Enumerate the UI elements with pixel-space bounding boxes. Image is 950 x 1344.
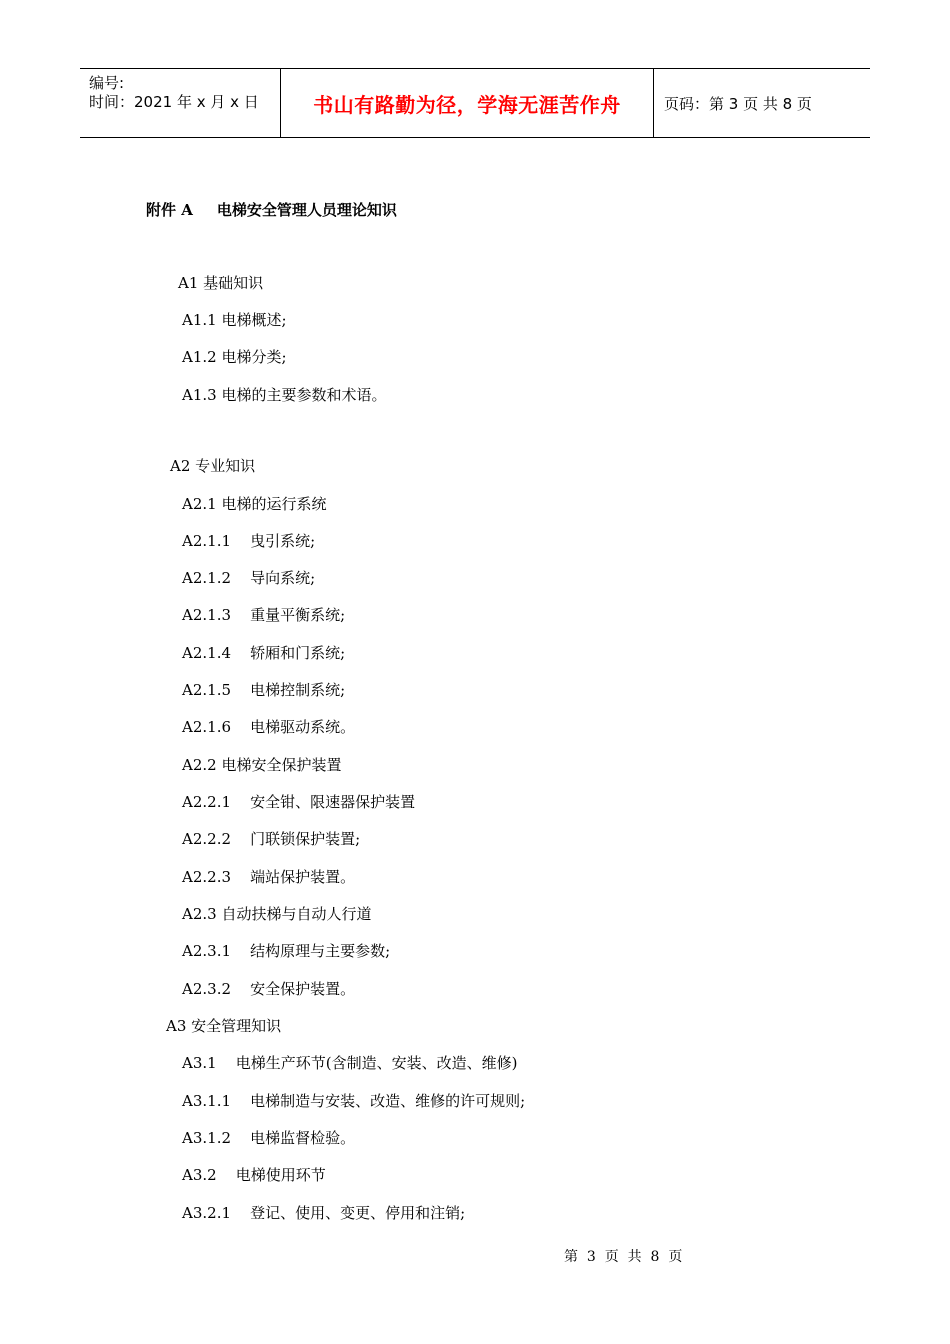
section-heading: A1 基础知识: [178, 274, 264, 292]
list-item: A3.2.1 登记、使用、变更、停用和注销;: [182, 1204, 466, 1222]
list-item: A1.1 电梯概述;: [182, 311, 287, 329]
list-item: A3.1.2 电梯监督检验。: [182, 1129, 356, 1147]
appendix-heading: 电梯安全管理人员理论知识: [216, 201, 397, 219]
list-item: A2.3.1 结构原理与主要参数;: [182, 942, 391, 960]
list-item: A3.1.1 电梯制造与安装、改造、维修的许可规则;: [182, 1092, 526, 1110]
list-item: A3.1 电梯生产环节(含制造、安装、改造、维修): [182, 1054, 518, 1072]
list-item: A2.2.1 安全钳、限速器保护装置: [182, 793, 416, 811]
appendix-label: 附件 A: [146, 201, 193, 219]
page-header: [80, 68, 870, 138]
header-page-info: 页码：第 3 页 共 8 页: [664, 94, 812, 113]
list-item: A2.1.5 电梯控制系统;: [182, 681, 346, 699]
appendix-title: [146, 199, 397, 220]
list-item: A1.3 电梯的主要参数和术语。: [182, 386, 387, 404]
list-item: A2.1.6 电梯驱动系统。: [182, 718, 356, 736]
list-item: A2.2 电梯安全保护装置: [182, 756, 342, 774]
list-item: A2.1.2 导向系统;: [182, 569, 316, 587]
list-item: A2.2.2 门联锁保护装置;: [182, 830, 361, 848]
list-item: A1.2 电梯分类;: [182, 348, 287, 366]
list-item: A2.3.2 安全保护装置。: [182, 980, 356, 998]
list-item: A2.1.3 重量平衡系统;: [182, 606, 346, 624]
list-item: A2.1.4 轿厢和门系统;: [182, 644, 346, 662]
section-heading: A2 专业知识: [170, 457, 256, 475]
section-heading: A3 安全管理知识: [166, 1017, 282, 1035]
page-footer: 第 3 页 共 8 页: [564, 1249, 683, 1265]
list-item: A2.2.3 端站保护装置。: [182, 868, 356, 886]
header-left-cell: [80, 69, 281, 137]
document-number-label: 编号:: [89, 74, 125, 92]
document-date: 时间：2021 年 x 月 x 日: [89, 93, 259, 111]
list-item: A2.1.1 曳引系统;: [182, 532, 316, 550]
list-item: A2.1 电梯的运行系统: [182, 495, 327, 513]
header-motto-cell: [281, 69, 654, 137]
list-item: A3.2 电梯使用环节: [182, 1166, 326, 1184]
list-item: A2.3 自动扶梯与自动人行道: [182, 905, 372, 923]
header-motto: 书山有路勤为径，学海无涯苦作舟: [313, 92, 621, 117]
